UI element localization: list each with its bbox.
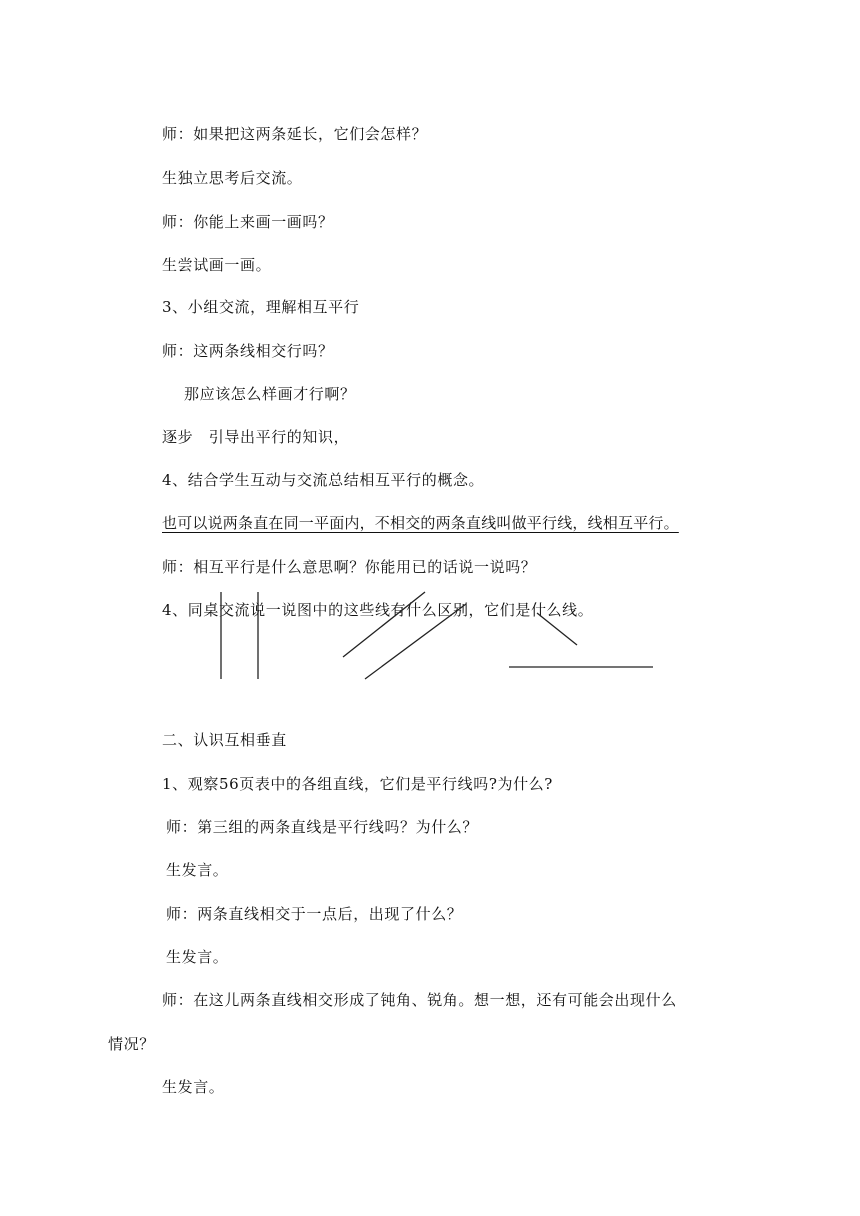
text-line: 师：两条直线相交于一点后，出现了什么？ <box>166 905 463 923</box>
text-line: 逐步 引导出平行的知识， <box>162 428 350 446</box>
text-line: 生尝试画一画。 <box>162 256 272 274</box>
text-line: 师：第三组的两条直线是平行线吗？为什么？ <box>166 818 479 836</box>
definition-line: 也可以说两条直在同一平面内，不相交的两条直线叫做平行线，线相互平行。 <box>162 514 679 532</box>
text-line: 师：你能上来画一画吗？ <box>162 213 334 231</box>
text-line: 生发言。 <box>162 1078 225 1096</box>
short-slanted-line <box>537 613 577 645</box>
section-heading: 4、同桌交流说一说图中的这些线有什么区别，它们是什么线。 <box>162 601 594 619</box>
text-line: 情况？ <box>108 1035 155 1053</box>
section-heading: 4、结合学生互动与交流总结相互平行的概念。 <box>162 471 485 489</box>
text-line: 师：相互平行是什么意思啊？你能用已的话说一说吗？ <box>162 558 537 576</box>
text-line: 1、观察56页表中的各组直线，它们是平行线吗?为什么? <box>162 775 553 793</box>
text-line: 师：如果把这两条延长，它们会怎样？ <box>162 125 428 143</box>
section-heading: 3、小组交流，理解相互平行 <box>162 298 360 316</box>
text-line: 生发言。 <box>166 861 229 879</box>
section-heading: 二、认识互相垂直 <box>162 731 287 749</box>
slanted-line-upper <box>343 592 425 657</box>
text-line: 师：这两条线相交行吗？ <box>162 342 334 360</box>
text-line: 生独立思考后交流。 <box>162 169 303 187</box>
text-line: 生发言。 <box>166 948 229 966</box>
text-line: 那应该怎么样画才行啊？ <box>184 385 356 403</box>
slanted-line-lower <box>365 604 466 679</box>
text-line: 师：在这儿两条直线相交形成了钝角、锐角。想一想，还有可能会出现什么 <box>162 991 677 1009</box>
